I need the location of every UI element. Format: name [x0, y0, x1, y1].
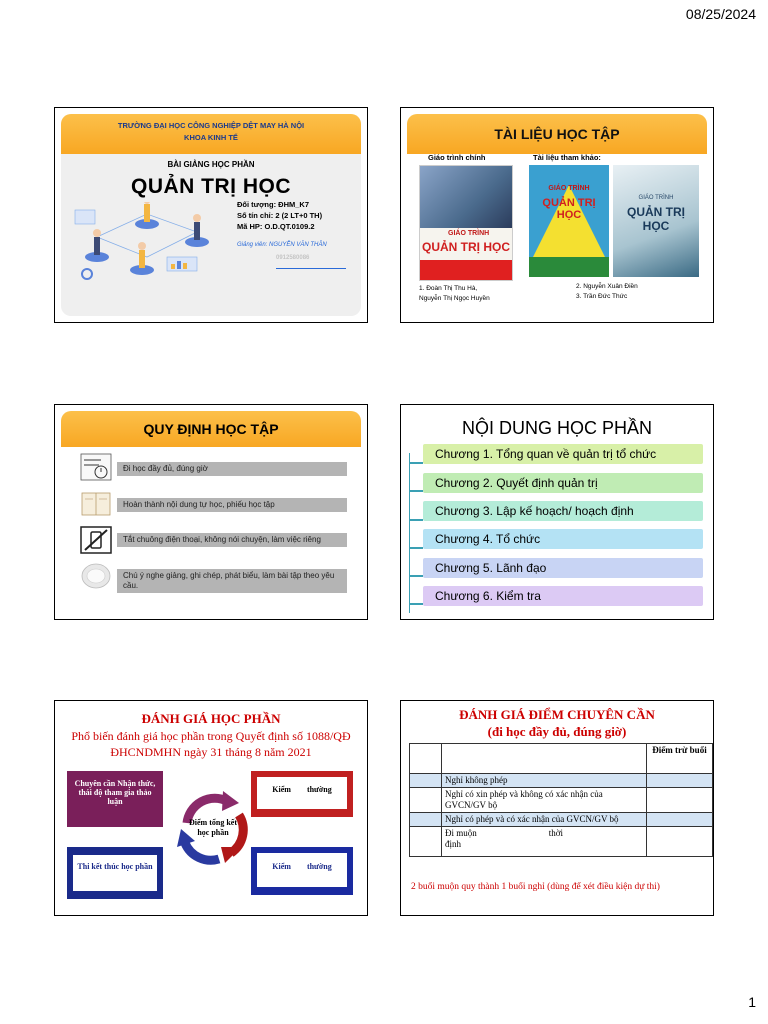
- course-info: [237, 199, 322, 232]
- test-word: Kiểm: [272, 862, 291, 871]
- main-textbook-authors: [419, 284, 490, 303]
- book2-title: QUẢN TRỊ HỌC: [542, 197, 596, 221]
- chapter-bracket: [409, 453, 423, 613]
- lecture-label: BÀI GIẢNG HỌC PHẦN: [167, 160, 255, 169]
- slide-attendance-scoring: [400, 700, 714, 916]
- chapter-3: Chương 3. Lập kế hoạch/ hoạch định: [423, 501, 703, 521]
- lecturer-phone: 0912580086: [276, 255, 310, 261]
- final-exam-text: Thi kết thúc học phần: [73, 855, 157, 891]
- book3-title: QUẢN TRỊ HỌC: [627, 205, 685, 233]
- test-word: Kiểm: [272, 785, 291, 794]
- table-row: [410, 813, 713, 827]
- row-label: Nghỉ có xin phép và không có xác nhận của GVCN/GV bộ: [442, 788, 647, 813]
- table-header-row: [410, 744, 713, 774]
- table-cell: [410, 813, 442, 827]
- credits-text: Số tín chỉ: 2 (2 LT+0 TH): [237, 211, 323, 220]
- rule-item: Đi học đầy đủ, đúng giờ: [117, 462, 347, 476]
- tick: [409, 547, 423, 549]
- chapter-5: Chương 5. Lãnh đạo: [423, 558, 703, 578]
- book2-sub: GIÁO TRÌNH: [548, 185, 590, 192]
- print-date: 08/25/2024: [685, 6, 756, 22]
- slide-course-contents: [400, 404, 714, 620]
- slide-course-cover: [54, 107, 368, 323]
- caption-line: 1. Đoàn Thị Thu Hà,: [419, 285, 478, 292]
- table-row: [410, 788, 713, 813]
- label-part: thời: [548, 828, 564, 838]
- tick: [409, 575, 423, 577]
- reference-book-1-cover: [529, 165, 609, 277]
- table-row: [410, 774, 713, 788]
- table-cell: [410, 788, 442, 813]
- periodic-test-text-1: [257, 777, 347, 809]
- title-line: ĐÁNH GIÁ ĐIỂM CHUYÊN CẦN: [459, 707, 655, 722]
- rule-item: Tắt chuông điện thoại, không nói chuyện, làm việc riêng: [117, 533, 347, 547]
- book1-title: QUẢN TRỊ HỌC: [422, 240, 510, 254]
- faculty-name: KHOA KINH TẾ: [184, 133, 238, 142]
- course-code-text: Mã HP: O.D.QT.0109.2: [237, 222, 315, 231]
- slide-subtitle: Phổ biến đánh giá học phần trong Quyết định số 1088/QĐ ĐHCNDMHN ngày 31 tháng 8 năm 2021: [71, 729, 351, 759]
- final-score-label: Điểm tổng kết học phần: [189, 818, 237, 837]
- row-value: [647, 827, 713, 857]
- slide-study-rules: [54, 404, 368, 620]
- test-word: thường: [306, 862, 332, 871]
- cover-triangle: [533, 185, 605, 257]
- deduction-header: Điểm trừ buổi: [647, 744, 713, 774]
- rule-item: Chú ý nghe giảng, ghi chép, phát biểu, làm bài tập theo yêu cầu.: [117, 569, 347, 593]
- caption-line: 3. Trần Đức Thức: [576, 292, 628, 300]
- main-textbook-label: Giáo trình chính: [428, 153, 486, 162]
- table-cell: [410, 827, 442, 857]
- tick: [409, 490, 423, 492]
- cover-band: [529, 257, 609, 277]
- book3-sub: GIÁO TRÌNH: [638, 195, 674, 201]
- title-line: (đi học đầy đủ, đúng giờ): [487, 724, 627, 739]
- tick: [409, 603, 423, 605]
- caption-line: Nguyễn Thị Ngọc Huyền: [419, 294, 490, 302]
- tick: [409, 462, 423, 464]
- book-icon: [79, 489, 113, 519]
- rule-item: Hoàn thành nội dung tự học, phiếu học tập: [117, 498, 347, 512]
- page-number: 1: [748, 994, 756, 1010]
- chapter-4: Chương 4. Tổ chức: [423, 529, 703, 549]
- attendance-box: [67, 771, 163, 827]
- chapter-6: Chương 6. Kiểm tra: [423, 586, 703, 606]
- attendance-note: 2 buổi muộn quy thành 1 buổi nghỉ (dùng để xét điều kiện dự thi): [411, 882, 660, 892]
- reference-book-2-cover: [613, 165, 699, 277]
- test-word: thường: [306, 785, 332, 794]
- course-title: QUẢN TRỊ HỌC: [131, 175, 291, 198]
- row-value: [647, 774, 713, 788]
- no-phone-icon: [79, 525, 113, 555]
- slide-course-assessment: [54, 700, 368, 916]
- row-label: Nghỉ không phép: [442, 774, 647, 788]
- row-value: [647, 788, 713, 813]
- main-textbook-cover: [419, 165, 513, 281]
- periodic-test-box-1: [251, 771, 353, 817]
- row-value: [647, 813, 713, 827]
- chapter-2: Chương 2. Quyết định quản trị: [423, 473, 703, 493]
- final-exam-box: [67, 847, 163, 899]
- row-label: Nghỉ có phép và có xác nhận của GVCN/GV bộ: [442, 813, 647, 827]
- audience-text: Đối tượng: ĐHM_K7: [237, 200, 310, 209]
- table-cell: [442, 744, 647, 774]
- label-part: Đi muộn: [445, 828, 477, 838]
- clock-notebook-icon: [79, 452, 113, 482]
- slide-study-materials: [400, 107, 714, 323]
- cover-header: [61, 114, 361, 154]
- table-row: [410, 827, 713, 857]
- chapter-1: Chương 1. Tổng quan về quản trị tổ chức: [423, 444, 703, 464]
- slide-title: NỘI DUNG HỌC PHẦN: [461, 418, 652, 438]
- management-illustration: [67, 202, 231, 282]
- slide-title: [401, 706, 713, 740]
- slide-panel: [61, 114, 361, 316]
- table-cell: [410, 744, 442, 774]
- book1-sub: GIÁO TRÌNH: [448, 230, 490, 237]
- reference-label: Tài liệu tham khảo:: [533, 153, 601, 162]
- slide-title: ĐÁNH GIÁ HỌC PHẦN: [141, 711, 281, 726]
- attendance-text: Chuyên cần Nhận thức, thái độ tham gia thảo luận: [74, 779, 156, 806]
- slide-title: QUY ĐỊNH HỌC TẬP: [61, 411, 361, 447]
- periodic-test-text-2: [257, 853, 347, 887]
- cover-band: [420, 260, 513, 281]
- label-part: định: [445, 839, 462, 849]
- lecturer-name: Giảng viên: NGUYỄN VĂN THÂN: [237, 242, 327, 248]
- caption-line: 2. Nguyễn Xuân Điền: [576, 283, 638, 290]
- university-name: TRƯỜNG ĐẠI HỌC CÔNG NGHIỆP DỆT MAY HÀ NỘI: [117, 121, 305, 130]
- underline: [276, 268, 346, 269]
- cover-photo: [420, 166, 513, 228]
- listening-icon: [79, 561, 113, 591]
- table-cell: [410, 774, 442, 788]
- periodic-test-box-2: [251, 847, 353, 895]
- reference-authors: [576, 282, 638, 301]
- row-label: [442, 827, 647, 857]
- slide-title: TÀI LIỆU HỌC TẬP: [407, 114, 707, 154]
- tick: [409, 519, 423, 521]
- attendance-table: [409, 743, 713, 857]
